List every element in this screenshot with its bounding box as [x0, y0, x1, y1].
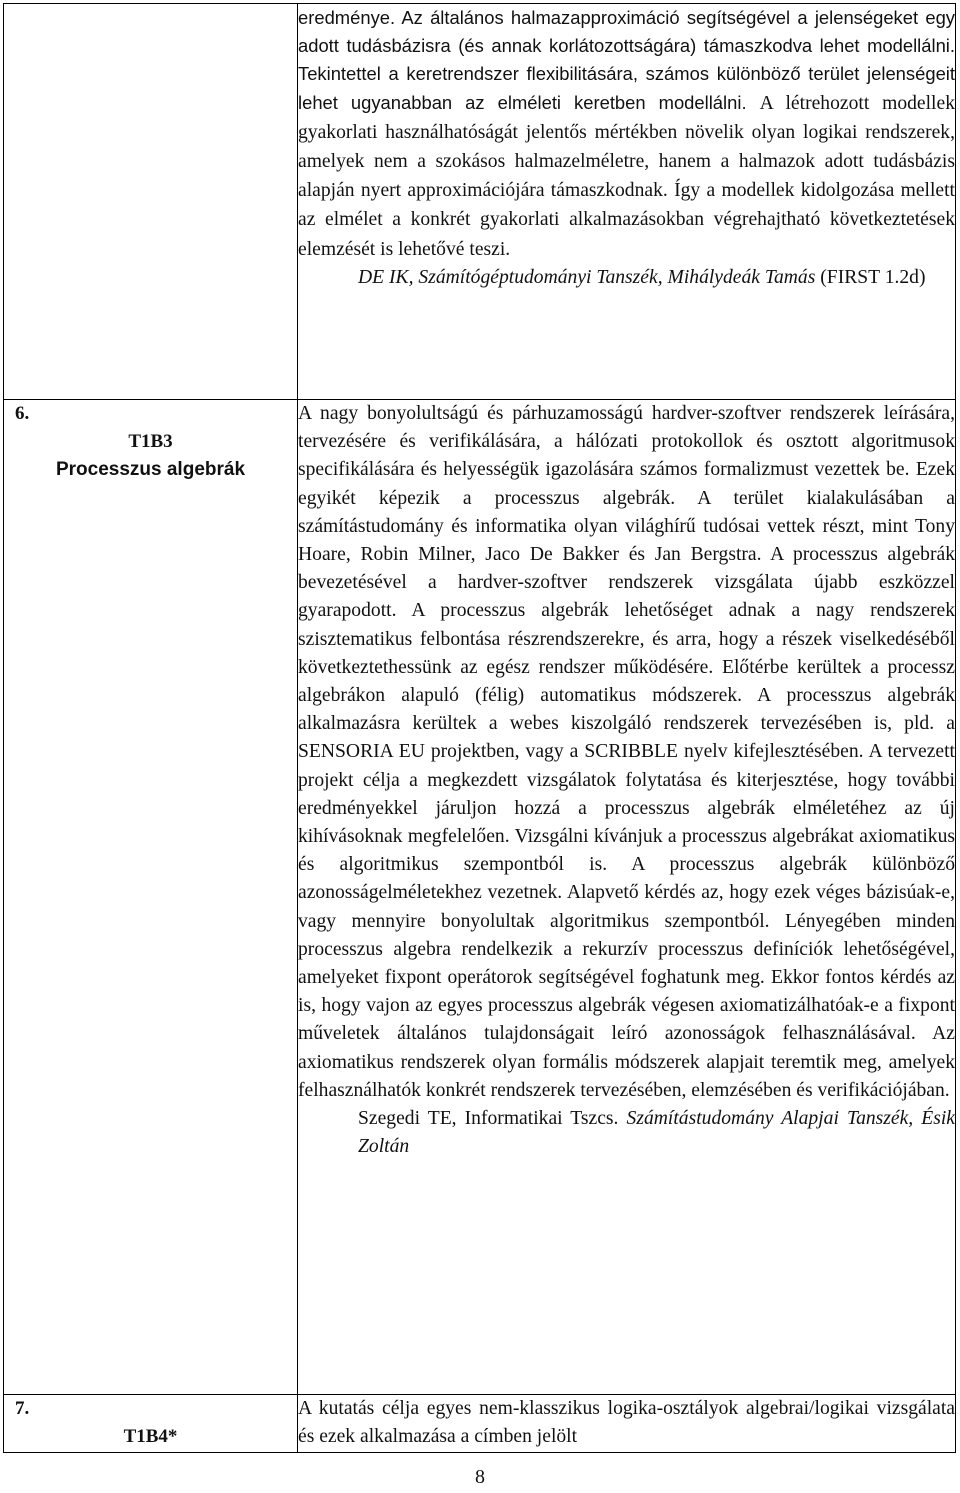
paragraph: A nagy bonyolultságú és párhuzamosságú hardver-szoftver rendszerek leírására, tervezésére és verifikálására, a hálózati protokollok és osztott algoritmusok specifikálására és helyességük igazolására számos formalizmust vezettek be. Ezek egyikét képezik a processzus algebrák. A terület kialakulásában a számítástudomány és informatika olyan világhírű tudósai vettek részt, mint Tony Hoare, Robin Milner, Jaco De Bakker és Jan Bergstra. A processzus algebrák bevezetésével a hardver-szoftver rendszerek vizsgálata újabb eszközzel gyarapodott. A processzus algebrák lehetőséget adnak a nagy rendszerek szisztematikus felbontása részrendszerekre, és arra, hogy a részek viselkedéséből következtethessünk az egész rendszer működésére. Előtérbe kerültek a processz algebrákon alapuló (félig) automatikus módszerek. A processzus algebrák alkalmazásra kerültek a webes kiszolgáló rendszerek tervezésében is, pld. a SENSORIA EU projektben, vagy a SCRIBBLE nyelv kifejlesztésében. A tervezett projekt célja a megkezdett vizsgálatok folytatása és kiterjesztése, hogy további eredményekkel járuljon hozzá a processzus algebrák elméletéhez az új kihívásoknak megfelelően. Vizsgálni kívánjuk a processzus algebrákat axiomatikus és algoritmikus szempontból is. A processzus algebrák különböző azonosságelméletekhez vezetnek. Alapvető kérdés az, hogy ezek véges bázisúak-e, vagy mennyire bonyolultak algoritmikus szempontból. Lényegében minden processzus algebra rendelkezik a rekurzív processzus definíciók lehetőségével, amelyeket fixpont operátorok segítségével foghatunk meg. Ekkor fontos kérdés az is, hogy vajon az egyes processzus algebrák végesen axiomatizálhatóak-e a fixpont műveletek általános tulajdonságait leíró azonosságok felhasználásával. Az axiomatikus rendszerek olyan formális módszerek alapjait teremtik meg, amelyek felhasználhatók konkrét rendszerek tervezésében, elemzésében és verifikációjában. — [298, 403, 955, 1101]
row-content-cell — [298, 1395, 956, 1453]
row-code: T1B4* — [123, 1426, 178, 1447]
row-number: 6. — [15, 403, 30, 424]
document-table — [3, 3, 956, 1453]
credit-department: Számítástudomány Alapjai Tanszék, Ésik Zoltán — [358, 1108, 956, 1158]
row-content-cell — [298, 4, 956, 400]
paragraph-text: eredménye. Az általános halmazapproximáció segítségével a jelenségeket egy adott tudásbázisra (és annak korlátozottságára) támaszkodva lehet modellálni. Tekintettel a keretrendszer flexibilitására, számos különböző terület jelenségeit lehet ugyanabban az elméleti keretben modellálni. — [298, 7, 955, 113]
row-content-cell — [298, 400, 956, 1395]
row-title: Processzus algebrák — [55, 459, 246, 480]
page-number: 8 — [475, 1466, 485, 1488]
table-row — [4, 4, 956, 400]
paragraph-text-continued: A létrehozott modellek gyakorlati használhatóságát jelentős mértékben növelik olyan logikai rendszerek, amelyek nem a szokásos halmazelméletre, hanem a halmazok adott tudásbázis alapján nyert approximációjára támaszkodnak. Így a modellek kidolgozása mellett az elmélet a konkrét gyakorlati alkalmazásokban végrehajtható következtetések elemzését is lehetővé teszi. — [298, 92, 955, 260]
credit-affiliation: DE IK, Számítógéptudományi Tanszék, Mihálydeák Tamás — [358, 266, 816, 288]
row-header-cell — [4, 1395, 298, 1453]
row-header-cell — [4, 400, 298, 1395]
credit-affiliation: Szegedi TE, Informatikai Tszcs. — [358, 1108, 619, 1130]
paragraph-sans — [298, 4, 955, 264]
table-row — [4, 1395, 956, 1453]
credit-reference: (FIRST 1.2d) — [820, 266, 926, 288]
credit-line — [298, 264, 955, 292]
paragraph: A kutatás célja egyes nem-klasszikus logika-osztályok algebrai/logikai vizsgálata és ezek alkalmazása a címben jelölt — [298, 1398, 955, 1448]
table-row — [4, 400, 956, 1395]
row-code: T1B3 — [128, 431, 173, 452]
row-header-cell — [4, 4, 298, 400]
credit-line — [298, 1105, 955, 1161]
row-number: 7. — [15, 1398, 30, 1419]
